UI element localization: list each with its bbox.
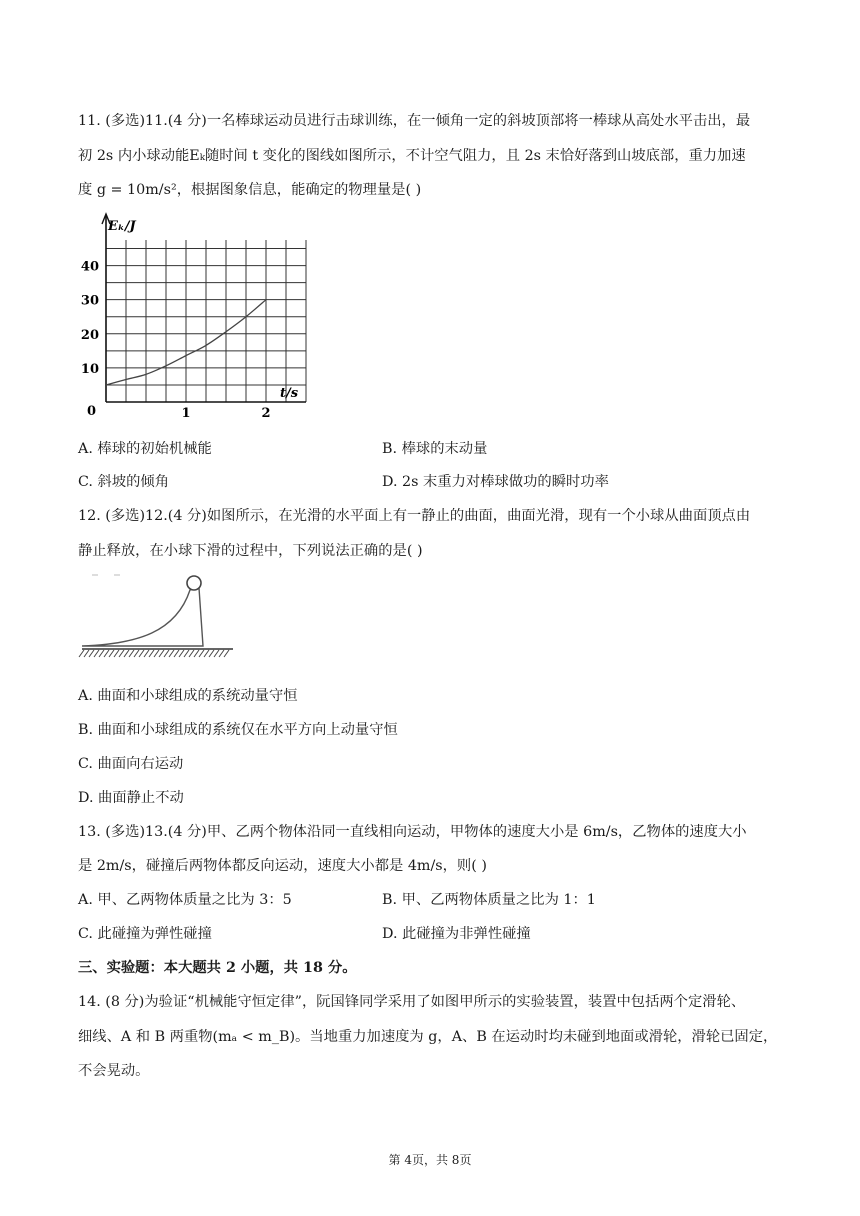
q13-stem-line-1: 13. (多选)13.(4 分)甲、乙两个物体沿同一直线相向运动，甲物体的速度大小是 6m/s，乙物体的速度大小 — [78, 824, 747, 840]
q13-option-a[interactable]: A. 甲、乙两物体质量之比为 3：5 — [78, 892, 292, 908]
time-axis-label: t/s — [280, 386, 299, 401]
ground-hatch — [179, 650, 184, 657]
page-footer: 第 4页，共 8页 — [388, 1153, 472, 1167]
q12-option-c[interactable]: C. 曲面向右运动 — [78, 756, 184, 772]
ground-hatch — [124, 650, 129, 657]
ground-hatch — [164, 650, 169, 657]
ground-hatch — [209, 650, 214, 657]
q11-stem-line-3: 度 g = 10m/s²，根据图象信息，能确定的物理量是( ) — [78, 182, 422, 198]
x-tick-label: 2 — [261, 406, 271, 421]
ground-hatch — [219, 650, 224, 657]
ground-hatch — [184, 650, 189, 657]
ground-hatch — [159, 650, 164, 657]
ground-hatch — [119, 650, 124, 657]
q13-option-b[interactable]: B. 甲、乙两物体质量之比为 1：1 — [382, 892, 596, 908]
y-tick-label: 30 — [80, 293, 99, 309]
q14-stem-line-3: 不会晃动。 — [78, 1063, 150, 1079]
ground-hatch — [204, 650, 209, 657]
ground-hatch — [79, 650, 84, 657]
ek-axis-label: Eₖ/J — [108, 219, 136, 234]
ground-hatch — [169, 650, 174, 657]
ground-hatch — [144, 650, 149, 657]
ground-hatch — [149, 650, 154, 657]
ground-hatch — [194, 650, 199, 657]
ground-hatch — [134, 650, 139, 657]
q12-option-d[interactable]: D. 曲面静止不动 — [78, 790, 184, 806]
ground-hatch — [174, 650, 179, 657]
q12-stem-line-2: 静止释放，在小球下滑的过程中，下列说法正确的是( ) — [78, 543, 423, 559]
origin-label: 0 — [87, 404, 97, 419]
q11-option-b[interactable]: B. 棒球的末动量 — [382, 441, 488, 457]
y-tick-label: 40 — [80, 259, 99, 275]
ground-hatch — [104, 650, 109, 657]
q11-option-c[interactable]: C. 斜坡的倾角 — [78, 474, 170, 490]
q11-option-d[interactable]: D. 2s 末重力对棒球做功的瞬时功率 — [382, 474, 609, 490]
q12-option-b[interactable]: B. 曲面和小球组成的系统仅在水平方向上动量守恒 — [78, 722, 398, 738]
q12-stem-line-1: 12. (多选)12.(4 分)如图所示，在光滑的水平面上有一静止的曲面，曲面光滑，现有一个小球从曲面顶点由 — [78, 508, 751, 524]
ground-hatch — [154, 650, 159, 657]
ground-hatch — [109, 650, 114, 657]
section-heading: 三、实验题：本大题共 2 小题，共 18 分。 — [78, 960, 357, 976]
ground-hatch — [224, 650, 229, 657]
q13-stem-line-2: 是 2m/s，碰撞后两物体都反向运动，速度大小都是 4m/s，则( ) — [78, 858, 487, 874]
ground-hatch — [129, 650, 134, 657]
ground-hatch — [199, 650, 204, 657]
q14-stem-line-2: 细线、A 和 B 两重物(mₐ < m_B)。当地重力加速度为 g，A、B 在运动时均未碰到地面或滑轮，滑轮已固定， — [78, 1029, 778, 1045]
q13-option-c[interactable]: C. 此碰撞为弹性碰撞 — [78, 926, 212, 942]
y-tick-label: 20 — [80, 327, 99, 343]
q11-option-a[interactable]: A. 棒球的初始机械能 — [78, 441, 212, 457]
y-tick-label: 10 — [80, 361, 99, 377]
ground-hatch — [139, 650, 144, 657]
curved-surface-figure — [78, 570, 248, 665]
ground-hatch — [114, 650, 119, 657]
q11-stem-line-1: 11. (多选)11.(4 分)一名棒球运动员进行击球训练，在一倾角一定的斜坡顶部将一棒球从高处水平击出，最 — [78, 113, 751, 129]
ball — [187, 576, 201, 590]
q14-stem-line-1: 14. (8 分)为验证“机械能守恒定律”，阮国锋同学采用了如图甲所示的实验装置，装置中包括两个定滑轮、 — [78, 994, 746, 1010]
x-tick-label: 1 — [181, 406, 191, 421]
ground-hatch — [214, 650, 219, 657]
q13-option-d[interactable]: D. 此碰撞为非弹性碰撞 — [382, 926, 531, 942]
ground-hatch — [99, 650, 104, 657]
ground-hatch — [94, 650, 99, 657]
curved-surface — [82, 588, 203, 646]
ground-hatch — [89, 650, 94, 657]
q11-stem-line-2: 初 2s 内小球动能Eₖ随时间 t 变化的图线如图所示，不计空气阻力，且 2s 末恰好落到山坡底部，重力加速 — [78, 148, 746, 164]
ground-hatch — [189, 650, 194, 657]
q12-option-a[interactable]: A. 曲面和小球组成的系统动量守恒 — [78, 688, 298, 704]
ek-time-graph — [78, 210, 318, 425]
ground-hatch — [84, 650, 89, 657]
